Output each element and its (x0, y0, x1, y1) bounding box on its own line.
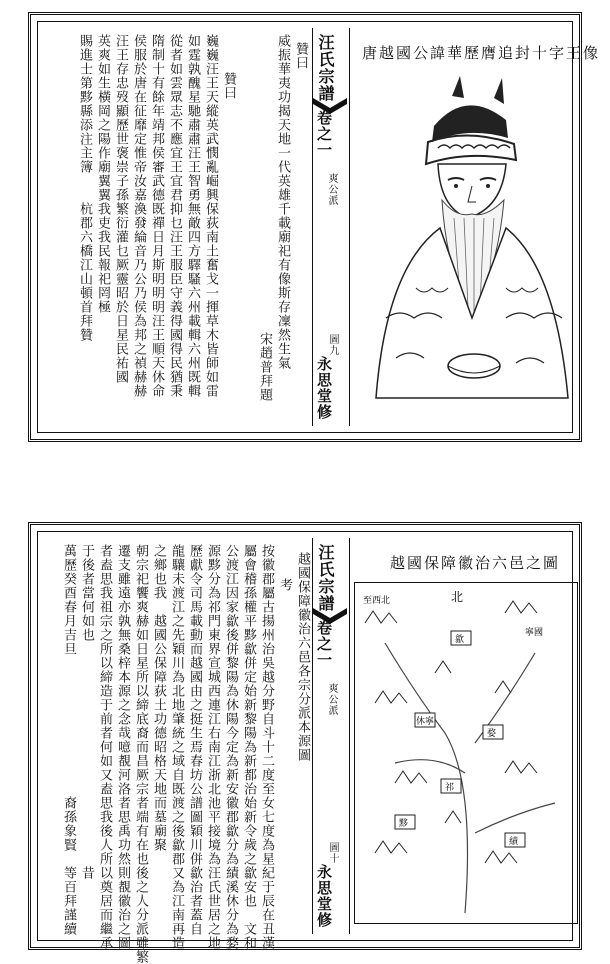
text-column: 贊曰 (293, 42, 308, 70)
eulogy-text-block (42, 28, 310, 426)
text-column: 屬會稽孫權平黟歙併定始新黎陽為新都治始新令歲之歙安也 文和 (241, 544, 256, 950)
portrait-illustration (356, 68, 576, 408)
map-title: 越國保障徽治六邑之圖 (390, 554, 561, 572)
genealogy-page-map (28, 522, 582, 964)
text-column: 宋趙普拜題 (257, 332, 272, 402)
text-column: 越國保障徽治六邑各宗分派本源圖 (295, 552, 310, 762)
text-column: 者盍思我祖宗之所以締造于前者何如又盍思我後人所以奠居而繼承 (97, 544, 112, 950)
map-label: 歙 (455, 635, 465, 645)
branch-label: 爽公派 (326, 173, 337, 206)
text-column: 源黟分為祁門東界宣城西連江右南江浙北池平接境為汪氏世居之地 (205, 544, 220, 950)
map-label: 寧國 (525, 628, 544, 638)
hall-name: 永思堂修 (315, 864, 333, 928)
text-column: 贊曰 (221, 72, 236, 100)
map-label: 祁 (445, 783, 455, 793)
text-column: 按徽郡屬古揚州治吳越分野自斗十二度至女七度為星紀于辰在丑漢 (259, 544, 274, 950)
figure-number: 圖九 (327, 334, 338, 356)
text-column: 侯服於唐在征靡定惟帝汝嘉渙發綸音乃公乃侯為邦之禎赫赫 (131, 34, 146, 398)
text-column: 賜進士第黟縣添注主簿 杭郡六橋江山頓首拜贊 (77, 34, 92, 342)
map-label-north: 北 (451, 590, 464, 604)
portrait-area (350, 28, 601, 426)
text-column: 威振華夷功揭天地一代英雄千載廟祀有像斯存凜然生氣 (275, 34, 290, 370)
branch-label: 爽公派 (326, 683, 337, 716)
text-column: 龍驤未渡江之先穎川為北地肇統之域自既渡之後歙郡又為江南再造 (169, 544, 184, 950)
text-column: 巍巍汪王天縱英武憫亂崛興保荻南土奮戈一揮草木皆師如雷 (203, 34, 218, 398)
text-column: 考 (277, 578, 292, 592)
hall-name: 永思堂修 (315, 356, 333, 420)
volume-label: 卷之一 (315, 620, 333, 668)
text-column: 英爽如生橫岡之陽作廟翼翼我吏我民報祀罔極 (95, 34, 110, 314)
text-column: 朝宗祀饗爽赫如日星所以締底裔而昌厥宗者端有在也後之人分派雖繁 (133, 544, 148, 964)
map-area (350, 538, 566, 934)
text-column: 如霆孰醜星馳肅肅汪王智勇無敵四方驛騷六州載輯六州既輯 (185, 34, 200, 398)
map-label: 績 (509, 837, 519, 847)
text-column: 于後者當何如也 昔 (79, 544, 94, 880)
portrait-caption: 唐越國公諱華歷膺追封十字王像 (362, 44, 601, 62)
text-column: 之鄉也我 越國公保障荻土功德昭格天地而墓廟聚 (151, 544, 166, 852)
text-column: 汪王存忠歿顯歷世褒崇子孫繁衍灌乜厥靈昭於日星民祐國 (113, 34, 128, 384)
book-spine (312, 28, 350, 426)
text-column: 遷支雖遠亦孰無桑梓本源之念哉噫覩河洛者思禹功然則覩徽治之圖 (115, 544, 130, 950)
map-notes-text-block (42, 538, 312, 964)
volume-label: 卷之一 (315, 110, 333, 158)
figure-number: 圖十 (327, 842, 338, 864)
regional-map (354, 582, 578, 924)
text-column: 從者如雲眾志不應宜王宜君抑乜汪王服臣守義得國得民猶秉 (167, 34, 182, 398)
page-inner-frame (37, 21, 601, 433)
book-spine (312, 538, 350, 934)
genealogy-title: 汪氏宗譜 (316, 544, 335, 612)
page-inner-frame (37, 531, 573, 964)
genealogy-title: 汪氏宗譜 (316, 34, 335, 102)
text-column: 隋制十有餘年靖邦侯審武德既禪日月斯明明明汪王順天休命 (149, 34, 164, 398)
text-column: 歷獻令司馬載動而越國由之挺生焉春坊公譜圖穎川併歙治者蓋自 (187, 544, 202, 936)
text-column: 萬歷癸酉春月吉旦 裔孫象賢 等百拜謹續 (61, 544, 76, 936)
map-label: 黟 (399, 819, 409, 829)
text-column: 公渡江因家歙後併黎陽為休陽今定為新安徽郡歙分為績溪休分為婺 (223, 544, 238, 950)
genealogy-page-portrait (28, 12, 601, 442)
map-label: 婺 (487, 729, 497, 739)
map-label: 休寧 (416, 717, 435, 727)
map-label: 至西北 (363, 596, 391, 606)
